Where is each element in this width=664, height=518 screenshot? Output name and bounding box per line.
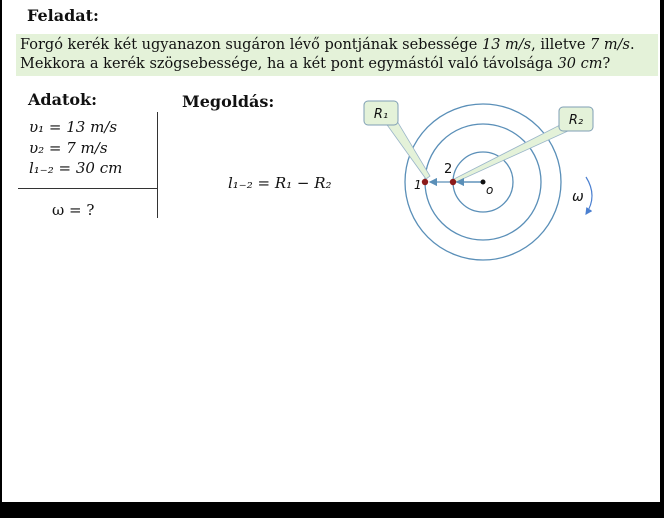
task-text: ? xyxy=(602,56,611,72)
task-text: . xyxy=(629,37,635,53)
task-value-v2: 7 m/s xyxy=(590,37,630,53)
task-text: Mekkora a kerék szögsebessége, ha a két pont egymástól való távolsága xyxy=(20,56,558,72)
task-text: , illetve xyxy=(531,37,591,53)
point-2-label: 2 xyxy=(444,162,453,177)
given-heading: Adatok: xyxy=(28,90,98,109)
task-title: Feladat: xyxy=(27,6,99,25)
solution-heading: Megoldás: xyxy=(182,92,275,111)
given-v2: υ₂ = 7 m/s xyxy=(29,139,108,157)
task-value-distance: 30 cm xyxy=(557,56,603,72)
solution-formula: l₁₋₂ = R₁ − R₂ xyxy=(228,174,332,192)
center-label: o xyxy=(486,183,494,197)
rotation-arrow xyxy=(586,177,592,214)
given-v1: υ₁ = 13 m/s xyxy=(29,118,118,136)
task-text: Forgó kerék két ugyanazon sugáron lévő pontjának sebessége xyxy=(20,37,482,53)
r2-label: R₂ xyxy=(568,113,584,128)
given-distance: l₁₋₂ = 30 cm xyxy=(29,159,123,177)
center-marker xyxy=(481,180,486,185)
task-value-v1: 13 m/s xyxy=(481,37,532,53)
point-2-marker xyxy=(450,179,456,185)
r1-label: R₁ xyxy=(373,107,389,122)
worksheet-page xyxy=(2,0,660,502)
omega-label: ω xyxy=(572,189,584,205)
unknown-omega: ω = ? xyxy=(52,201,95,219)
point-1-marker xyxy=(422,179,428,185)
wheel-diagram xyxy=(2,0,660,502)
r2-callout-leader xyxy=(454,124,568,182)
point-1-label: 1 xyxy=(414,178,422,192)
